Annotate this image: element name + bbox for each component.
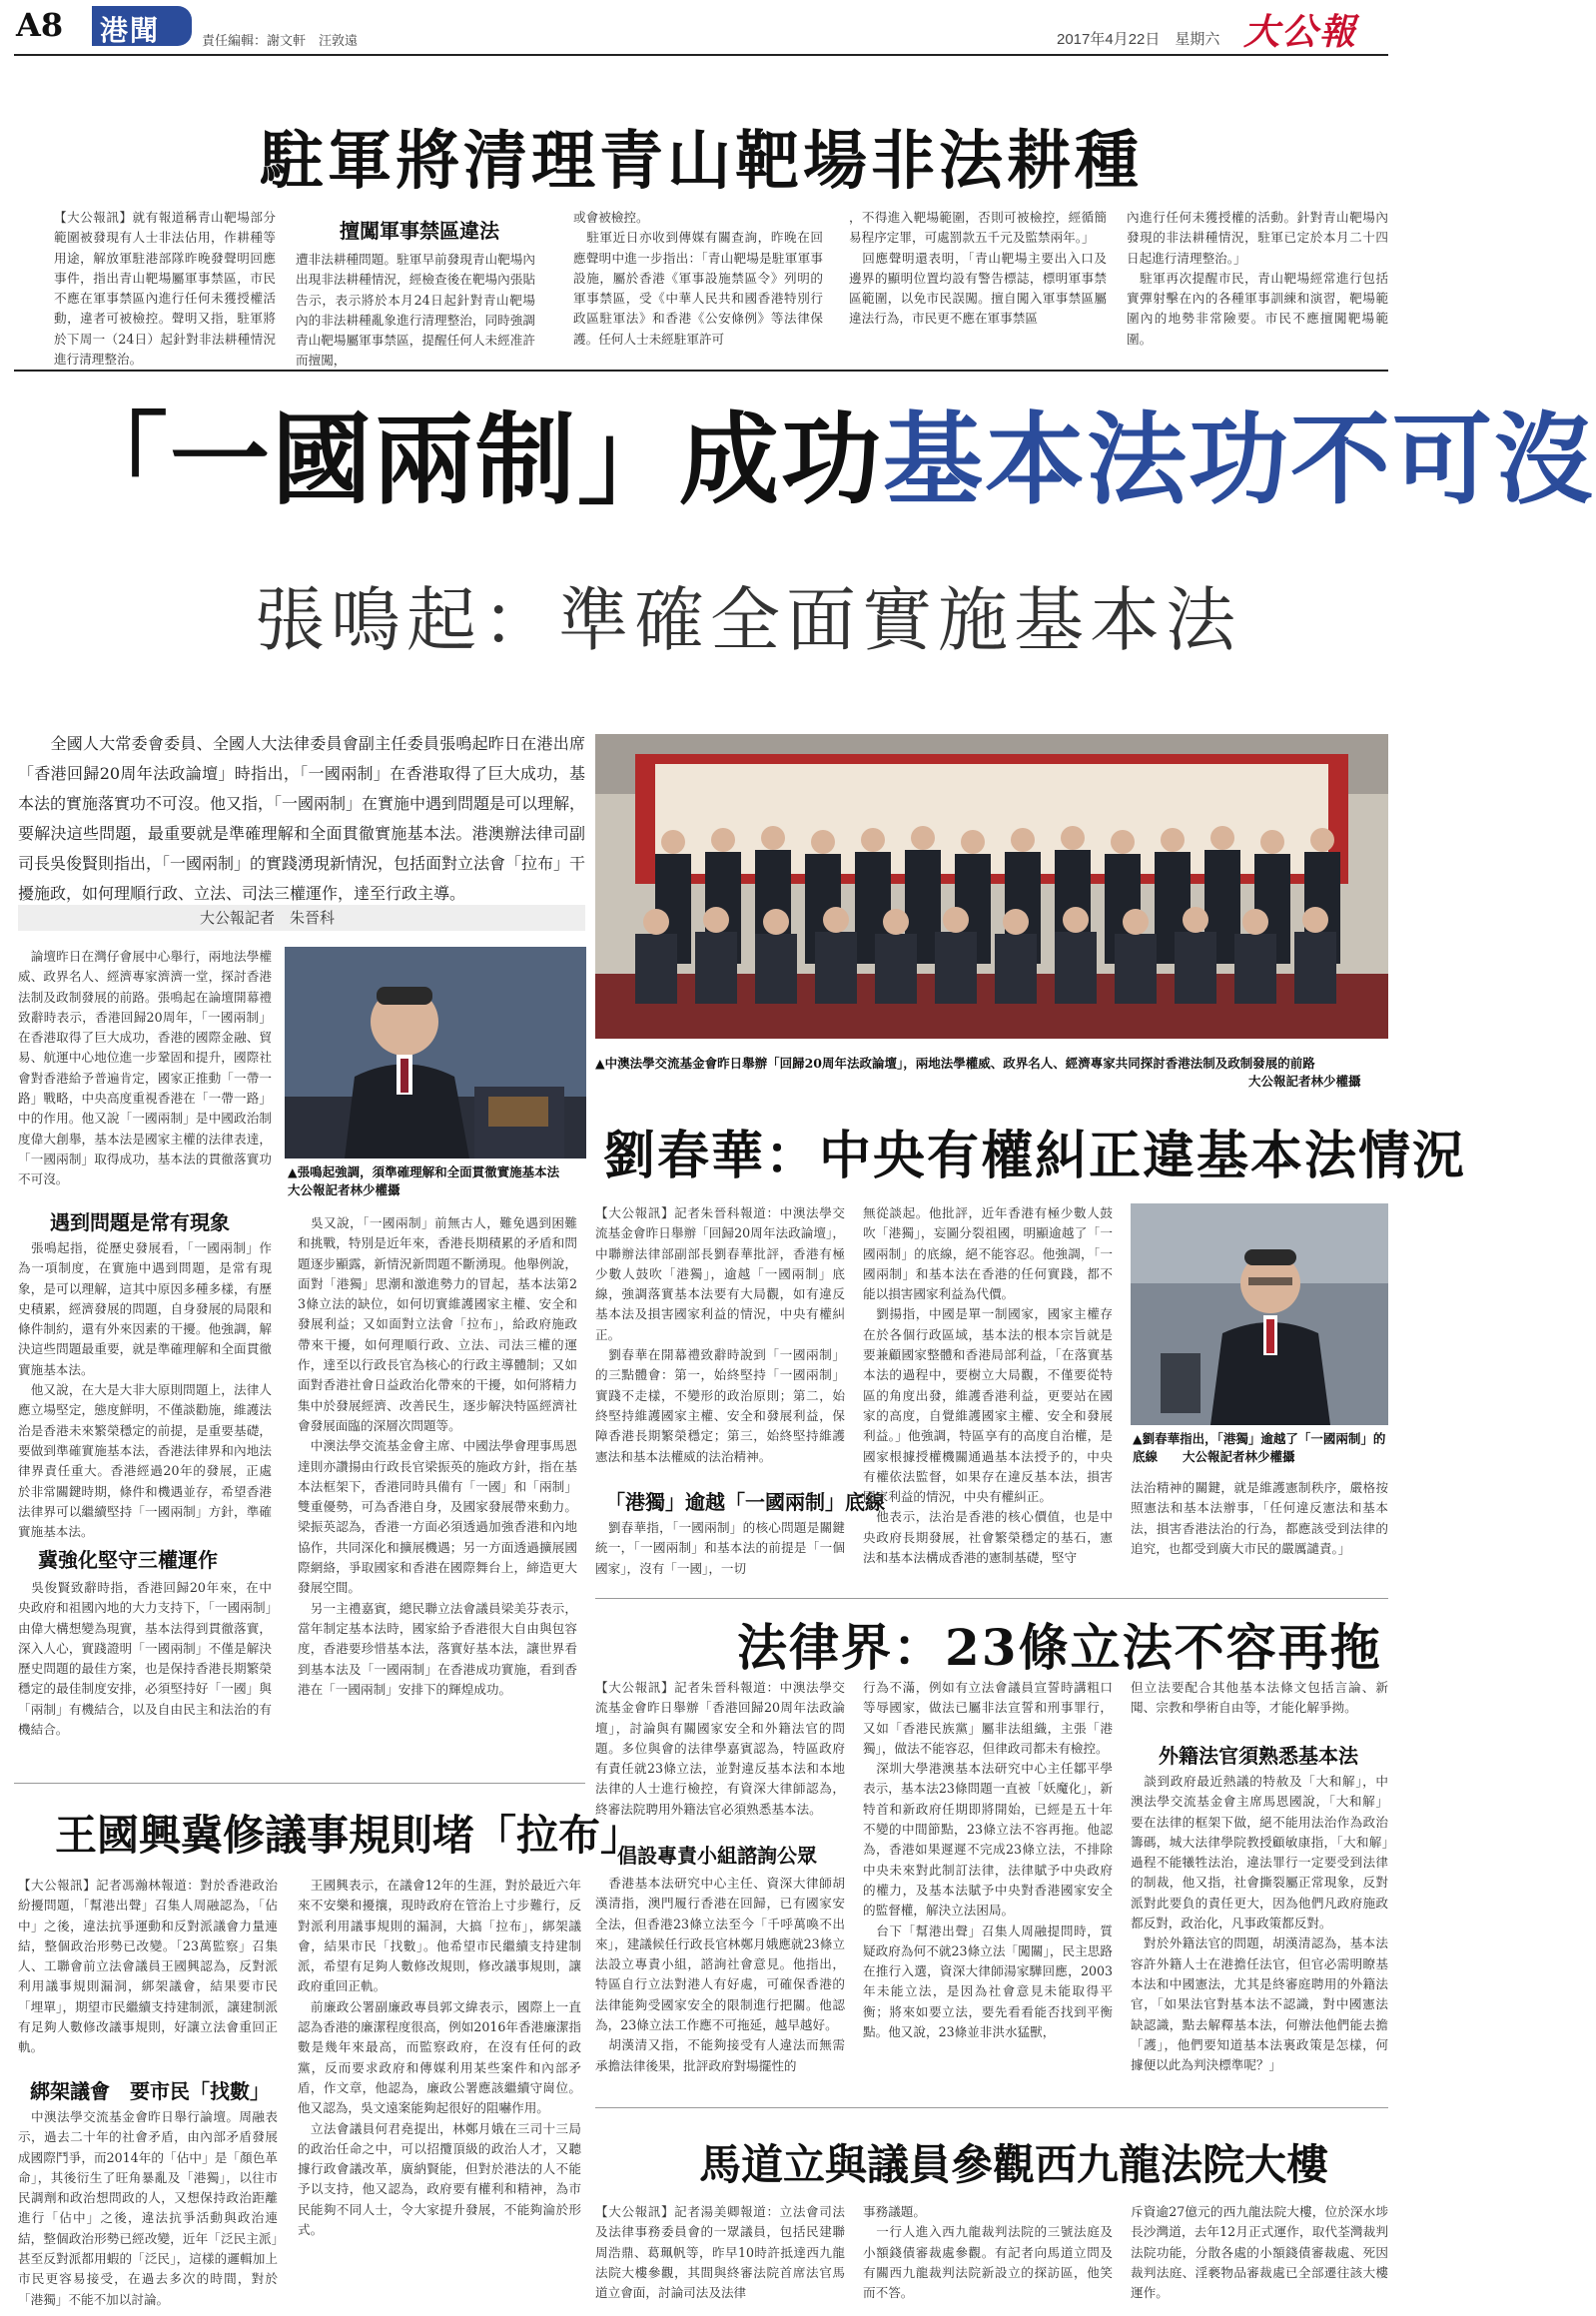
editors-line: 責任編輯：謝文軒 汪敦遠 — [202, 33, 359, 48]
story1-col2: 遭非法耕種問題。駐軍早前發現青山靶場內出現非法耕種情況，經檢查後在靶場內張貼告示，表示將於本月24日起針對青山靶場內的非法耕種亂象進行清理整治，同時強調青山靶場屬軍事禁區，提醒任何人未經准許而擅闖， — [296, 252, 535, 369]
section-label: 港聞 — [100, 14, 161, 47]
story2-sub1: 遇到問題是常有現象 — [50, 1210, 230, 1234]
story4-subhead2: 外籍法官須熟悉基本法 — [1159, 1744, 1358, 1768]
story1-subhead: 擅闖軍事禁區違法 — [340, 219, 499, 243]
divider-story5 — [595, 2107, 1388, 2108]
liu-col1: 【大公報訊】記者朱晉科報道：中澳法學交流基金會昨日舉辦「回歸20周年法政論壇」，中聯辦法律部副部長劉春華批評，香港有極少數人鼓吹「港獨」，逾越「一國兩制」底線，強調落實基本法要有大局觀，如有違反基本法及損害國家利益的情況，中央有權糾正。 劉春華在開幕禮致辭時說到「一國兩制」的三點體會：第一，始終堅持「一國兩制」實踐不走樣，不變形的政治原則；第二，始終堅持維護國家主權、安全和發展利益，保障香港長期繁榮穩定；第三，始終堅持維護憲法和基本法權威的法治精神。 — [595, 1205, 845, 1464]
story2-col2: 吳又說，「一國兩制」前無古人，難免遇到困難和挑戰，特別是近年來，香港長期積累的矛盾和問題逐步顯露，新情況新問題不斷湧現。他舉例說，面對「港獨」思潮和激進勢力的冒起，基本法第23條立法的缺位，如何切實維護國家主權、安全和發展利益；又如面對立法會「拉布」，給政府施政帶來干擾，如何理順行政、立法、司法三權的運作，達至以行政長官為核心的行政主導體制；又如面對香港社會日益政治化帶來的干擾，如何將精力集中於發展經濟、改善民生，逐步解決特區經濟社會發展面臨的深層次問題等。 中澳法學交流基金會主席、中國法學會理事馬恩達則亦讚揚由行政長官梁振英的施政方針，指在基本法框架下，香港同時具備有「一國」和「兩制」雙重優勢，可為香港自身，及國家發展帶來動力。梁振英認為，香港一方面必須透過加強香港和內地協作，共同深化和擴展機遇；另一方面透過擴展國際網絡，爭取國家和香港在國際舞台上，締造更大發展空間。 另一主禮嘉賓，總民聯立法會議員梁美芬表示，當年制定基本法時，國家給予香港很大自由與包容度，香港要珍惜基本法，落實好基本法，讓世界看到基本法及「一國兩制」在香港成功實施，看到香港在「一國兩制」安排下的輝煌成功。 — [298, 1215, 577, 1697]
headline-black-part: 「一國兩制」成功 — [68, 400, 883, 518]
liu-col3: 法治精神的關鍵，就是維護憲制秩序，嚴格按照憲法和基本法辦事，「任何違反憲法和基本法，損害香港法治的行為，都應該受到法律的追究，也都受到廣大市民的嚴厲譴責。」 — [1131, 1480, 1388, 1556]
story3-col1: 【大公報訊】記者馮瀚林報道：對於香港政治紛擾問題，「幫港出聲」召集人周融認為，「佔中」之後，違法抗爭運動和反對派議會力量連結，整個政治形勢已改變。「23萬監察」召集人、工聯會前立法會議員王國興認為，反對派利用議事規則漏洞，綁架議會，結果要市民「埋單」，期望市民繼續支持建制派，讓建制派有足夠人數修改議事規則，好讓立法會重回正軌。 — [18, 1878, 278, 2055]
story1-col3: 或會被檢控。 駐軍近日亦收到傳媒有關查詢，昨晚在回應聲明中進一步指出：「青山靶場是駐軍軍事設施，屬於香港《軍事設施禁區令》列明的軍事禁區，受《中華人民共和國香港特別行政區駐軍法》和香港《公安條例》等法律保護。任何人士未經駐軍許可 — [573, 210, 823, 347]
story5-col3: 斥資逾27億元的西九龍法院大樓，位於深水埗長沙灣道，去年12月正式運作，取代荃灣裁判法院功能，分散各處的小額錢債審裁處、死因裁判法庭、淫褻物品審裁處已全部遷往該大樓運作。 — [1131, 2204, 1388, 2301]
story2-headline — [68, 399, 1596, 519]
divider-1 — [14, 370, 1388, 372]
story2-col1: 論壇昨日在灣仔會展中心舉行，兩地法學權威、政界名人、經濟專家濟濟一堂，探討香港法制及政制發展的前路。張鳴起在論壇開幕禮致辭時表示，香港回歸20周年，「一國兩制」在香港取得了巨大成功，香港的國際金融、貿易、航運中心地位進一步鞏固和提升，國際社會對香港給予普遍肯定，國家正推動「一帶一路」戰略，中央高度重視香港在「一帶一路」中的作用。他又說「一國兩制」是中國政治制度偉大創舉，基本法是國家主權的法律表達，「一國兩制」取得成功，基本法的貫徹落實功不可沒。 — [18, 949, 272, 1187]
story2-lead: 全國人大常委會委員、全國人大法律委員會副主任委員張鳴起昨日在港出席「香港回歸20周年法政論壇」時指出，「一國兩制」在香港取得了巨大成功，基本法的實施落實功不可沒。他又指，「一國兩制」在實施中遇到問題是可以理解，要解決這些問題，最重要就是準確理解和全面貫徹實施基本法。港澳辦法律司副司長吳俊賢則指出，「一國兩制」的實踐湧現新情況，包括面對立法會「拉布」干擾施政，如何理順行政、立法、司法三權運作，達至行政主導。 — [18, 734, 586, 903]
group-photo-caption: ▲中澳法學交流基金會昨日舉辦「回歸20周年法政論壇」，兩地法學權威、政界名人、經濟專家共同探討香港法制及政制發展的前路 — [595, 1056, 1315, 1071]
speaker-photo-zhang — [285, 947, 586, 1158]
story1-col5: 內進行任何未獲授權的活動。針對青山靶場內發現的非法耕種情況，駐軍已定於本月二十四日起進行清理整治。」 駐軍再次提醒市民，青山靶場經常進行包括實彈射擊在內的各種軍事訓練和演習，靶場範圍內的地勢非常險要。市民不應擅闖靶場範圍。 — [1127, 210, 1388, 347]
liu-photo-illustration — [1131, 1203, 1388, 1425]
header-rule — [14, 54, 1388, 56]
story2-col1c: 吳俊賢致辭時指，香港回歸20年來，在中央政府和祖國內地的大力支持下，「一國兩制」由偉大構想變為現實，基本法得到貫徹落實，深入人心，實踐證明「一國兩制」不僅是解決歷史問題的最佳方案，也是保持香港長期繁榮穩定的最佳制度安排，必須堅持好「一國」與「兩制」有機結合，以及自由民主和法治的有機結合。 — [18, 1580, 272, 1738]
liu-photo-caption: ▲劉春華指出，「港獨」逾越了「一國兩制」的底線 大公報記者林少權攝 — [1133, 1431, 1386, 1464]
story2-subhead: 張鳴起：準確全面實施基本法 — [255, 579, 1241, 661]
story4-col1: 【大公報訊】記者朱晉科報道：中澳法學交流基金會昨日舉辦「香港回歸20周年法政論壇」，討論與有關國家安全和外籍法官的問題。多位與會的法律學嘉賓認為，特區政府有責任就23條立法，並對違反基本法和本地法律的人士進行檢控，有資深大律師認為，終審法院聘用外籍法官必須熟悉基本法。 — [595, 1680, 845, 1817]
liu-headline: 劉春華：中央有權糾正違基本法情況 — [603, 1126, 1467, 1186]
headline-blue-part: 基本法功不可沒 — [883, 400, 1596, 518]
liu-subhead: 「港獨」逾越「一國兩制」底線 — [605, 1490, 885, 1514]
story4-col3: 但立法要配合其他基本法條文包括言論、新聞、宗教和學術自由等，才能化解爭拗。 — [1131, 1680, 1388, 1716]
liu-photo — [1131, 1203, 1388, 1425]
story2-byline: 大公報記者 朱晉科 — [200, 909, 336, 927]
story4-headline: 法律界：23條立法不容再拖 — [737, 1618, 1382, 1677]
group-photo — [595, 734, 1388, 1039]
story1-col4: ，不得進入靶場範圍，否則可被檢控，經循簡易程序定罪，可處罰款五千元及監禁兩年。」 回應聲明還表明，「青山靶場主要出入口及邊界的顯明位置均設有警告標誌，標明軍事禁區範圍，以免市民誤闖。擅自闖入軍事禁區屬違法行為，市民更不應在軍事禁區 — [849, 210, 1107, 327]
liu-col1b: 劉春華指，「一國兩制」的核心問題是關鍵統一，「一國兩制」和基本法的前提是「一個國家」，沒有「一國」，一切 — [595, 1520, 845, 1576]
group-photo-illustration — [595, 734, 1388, 1039]
date-line: 2017年4月22日 星期六 — [1057, 31, 1220, 48]
story3-col1b: 中澳法學交流基金會昨日舉行論壇。周融表示，過去二十年的社會矛盾，由內部矛盾發展成國際鬥爭，而2014年的「佔中」是「顏色革命」，其後衍生了旺角暴亂及「港獨」，以往市民調劑和政治想問政的人，又想保持政治距離進行「佔中」之後，違法抗爭活動與政治連結，整個政治形勢已經改變，近年「泛民主派」甚至反對派都用蝦的「泛民」，這樣的邏輯加上市民更容易接受，在過去多次的時間，對於「港獨」不能不加以討論。 — [18, 2109, 278, 2307]
liu-col2: 無從談起。他批評，近年香港有極少數人鼓吹「港獨」，妄圖分裂祖國，明顯逾越了「一國兩制」的底線，絕不能容忍。他強調，「一國兩制」和基本法在香港的任何實踐，都不能以損害國家利益為代價。 劉揚指，中國是單一制國家，國家主權存在於各個行政區域，基本法的根本宗旨就是要兼顧國家整體和香港局部利益，「在落實基本法的過程中，要樹立大局觀，不僅要從特區的角度出發，維護香港利益，更要站在國家的高度，自覺維護國家主權、安全和發展利益。」他強調，特區享有的高度自治權，是國家根據授權機關通過基本法授予的，中央有權依法監督，如果存在違反基本法，損害國家利益的情況，中央有權糾正。 他表示，法治是香港的核心價值，也是中央政府長期發展，社會繁榮穩定的基石，憲法和基本法構成香港的憲制基礎，堅守 — [863, 1205, 1113, 1566]
photo1-caption: ▲張鳴起強調，須準確理解和全面貫徹實施基本法 大公報記者林少權攝 — [288, 1164, 585, 1197]
story5-headline: 馬道立與議員參觀西九龍法院大樓 — [699, 2140, 1329, 2189]
story4-col3b: 談到政府最近熱議的特赦及「大和解」，中澳法學交流基金會主席馬恩國說，「大和解」要在法律的框架下做，絕不能用法治作為政治籌碼，城大法律學院教授顧敏康指，「大和解」過程不能犧牲法治，違法罪行一定要受到法律的制裁，他又指，社會撕裂屬正常現象，反對派對此要負的責任更大，因為他們凡政府施政都反對，政治化，凡事政策都反對。 對於外籍法官的問題，胡漢清認為，基本法容許外籍人士在港擔任法官，但官必需明瞭基本法和中國憲法，尤其是終審庭聘用的外籍法官，「如果法官對基本法不認識，對中國憲法缺認識，點去解釋基本法，何辦法他們能去擔「護」，他們要知道基本法裏政策是怎樣，何據便以此為判決標準呢？」 — [1131, 1774, 1388, 2073]
story5-col1: 【大公報訊】記者湯美卿報道：立法會司法及法律事務委員會的一眾議員，包括民建聯周浩鼎、葛珮帆等，昨早10時許抵達西九龍法院大樓參觀，其間與終審法院首席法官馬道立會面，討論司法及法律 — [595, 2204, 845, 2301]
divider-story3 — [14, 1783, 585, 1784]
story3-subhead: 綁架議會 要市民「找數」 — [30, 2079, 270, 2103]
divider-story4 — [595, 1598, 1388, 1599]
page-number: A8 — [16, 6, 64, 44]
story3-col2: 王國興表示，在議會12年的生涯，對於最近六年來不安樂和擾攘，現時政府在管治上寸步難行，反對派利用議事規則的漏洞，大搞「拉布」，綁架議會，結果市民「找數」。他希望市民繼續支持建制派，希望有足夠人數修改規則，修改議事規則，讓政府重回正軌。 前廉政公署副廉政專員郭文緯表示，國際上一直認為香港的廉潔程度很高，例如2016年香港廉潔指數是幾年來最高，而監察政府，在沒有任何的政黨，反而要求政府和傳媒利用某些案件和內部矛盾，作文章，他認為，廉政公署應該繼續守崗位。他又認為，吳文遠案能夠起很好的阻嚇作用。 立法會議員何君堯提出，林鄭月娥在三司十三局的政治任命之中，可以招攬頂級的政治人才，又聽據行政會議改革，廣納賢能，但對於港法的人不能予以支持，他又認為，政府要有權利和精神，為市民能夠不同人士，令大家提升發展，不能夠淪於形式。 — [298, 1878, 581, 2238]
story4-col1b: 香港基本法研究中心主任、資深大律師胡漢清指，澳門履行香港在回歸，已有國家安全法，但香港23條立法至今「千呼萬喚不出來」，建議候任行政長官林鄭月娥應就23條立法設立專責小組，諮詢社會意見。他指出，特區自行立法對港人有好處，可確保香港的法律能夠受國家安全的限制進行把關。他認為，23條立法工作應不可拖延，越早越好。 胡漢清又指，不能夠接受有人違法而無需承擔法律後果，批評政府對場擺性的 — [595, 1876, 845, 2073]
story5-col2: 事務議題。 一行人進入西九龍裁判法院的三號法庭及小額錢債審裁處參觀。有記者向馬道立問及有關西九龍裁判法院新設立的探訪區，他笑而不答。 — [863, 2204, 1113, 2301]
speaker-photo-illustration — [285, 947, 586, 1158]
group-photo-credit: 大公報記者林少權攝 — [1248, 1074, 1361, 1089]
story1-headline: 駐軍將清理青山靶場非法耕種 — [260, 124, 1143, 199]
story2-sub2: 冀強化堅守三權運作 — [38, 1548, 218, 1572]
story4-subhead: 倡設專責小組諮詢公眾 — [617, 1844, 817, 1868]
masthead-logo: 大公報 — [1243, 11, 1358, 53]
story2-col1b: 張鳴起指，從歷史發展看，「一國兩制」作為一項制度，在實施中遇到問題，是常有現象，是可以理解，這其中原因多種多樣，有歷史積累，經濟發展的問題，自身發展的局限和條件制約，還有外來因素的干擾。他強調，解決這些問題最重要，就是準確理解和全面貫徹實施基本法。 他又說，在大是大非大原則問題上，法律人應立場堅定，態度鮮明，不僅談勸施，維護法治是香港未來繁榮穩定的前提，是重要基礎，要做到準確實施基本法，香港法律界和內地法律界責任重大。香港經過20年的發展，正處於非常關鍵時期，條件和機遇並存，希望香港法律界可以繼續堅持「一國兩制」方針，準確實施基本法。 — [18, 1240, 272, 1540]
story4-col2: 行為不滿，例如有立法會議員宣誓時講粗口等辱國家，做法已屬非法宣誓和刑事罪行，又如「香港民族黨」屬非法組織，主張「港獨」，做法不能容忍，但律政司都未有檢控。 深圳大學港澳基本法研究中心主任鄒平學表示，基本法23條問題一直被「妖魔化」，新特首和新政府任期即將開始，已經是五十年不變的中間節點，23條立法不容再拖。他認為，香港如果遲遲不完成23條立法，不排除中央未來對此制訂法律，法律賦予中央政府的權力，及基本法賦予中央對香港國家安全的監督權，解決立法困局。 台下「幫港出聲」召集人周融提問時，質疑政府為何不就23條立法「闖關」，民主思路在推行入選，資深大律師湯家驊回應，2003年未能立法，是因為社會意見未能取得平衡；將來如要立法，要先看看能否找到平衡點。他又說，23條並非洪水猛獸， — [863, 1680, 1113, 2040]
story1-col1: 【大公報訊】就有報道稱青山靶場部分範圍被發現有人士非法佔用，作耕種等用途，解放軍駐港部隊昨晚發聲明回應事件，指出青山靶場屬軍事禁區，市民不應在軍事禁區內進行任何未獲授權活動，違者可被檢控。聲明又指，駐軍將於下周一（24日）起針對非法耕種情況進行清理整治。 — [54, 210, 276, 368]
story3-headline: 王國興冀修議事規則堵「拉布」 — [55, 1811, 643, 1860]
